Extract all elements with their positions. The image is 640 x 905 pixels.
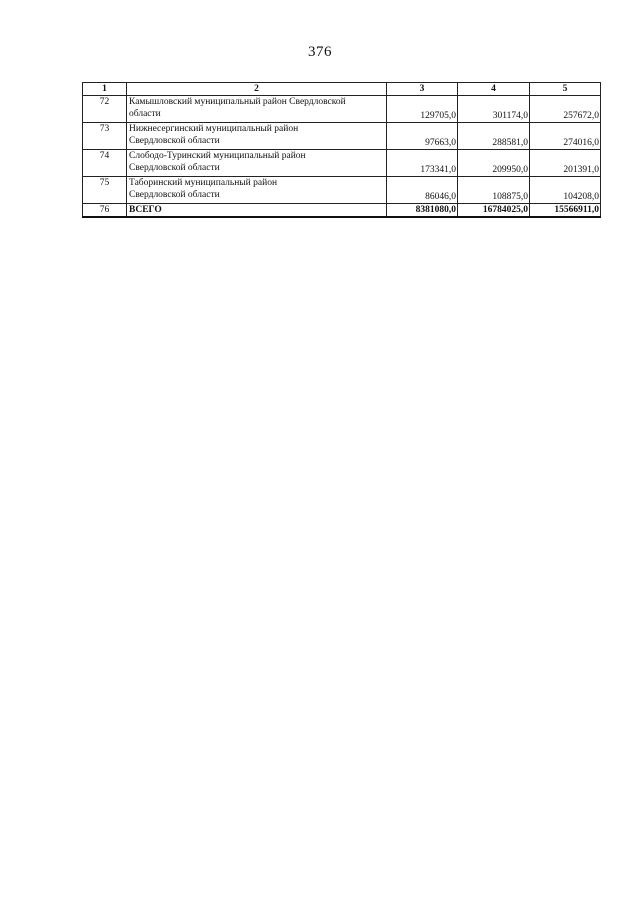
table-row [83, 96, 601, 123]
value-col3: 97663,0 [387, 123, 458, 150]
district-name [127, 177, 387, 204]
district-name [127, 150, 387, 177]
column-header-4: 4 [458, 83, 530, 96]
value-col4: 301174,0 [458, 96, 530, 123]
column-header-5: 5 [530, 83, 601, 96]
value-col5: 104208,0 [530, 177, 601, 204]
total-row [83, 204, 601, 218]
district-name-line1: Таборинский муниципальный район [129, 178, 278, 188]
budget-table [82, 82, 601, 218]
total-col5: 15566911,0 [530, 204, 601, 218]
value-col3: 86046,0 [387, 177, 458, 204]
total-label: ВСЕГО [127, 204, 387, 218]
district-name-line2: Свердловской области [129, 163, 220, 173]
district-name-line1: Нижнесергинский муниципальный район [129, 124, 299, 134]
column-header-2: 2 [127, 83, 387, 96]
total-col3: 8381080,0 [387, 204, 458, 218]
value-col4: 108875,0 [458, 177, 530, 204]
column-header-3: 3 [387, 83, 458, 96]
total-col4: 16784025,0 [458, 204, 530, 218]
table-row [83, 177, 601, 204]
value-col5: 257672,0 [530, 96, 601, 123]
district-name-line1: Слободо-Туринский муниципальный район [129, 151, 306, 161]
value-col4: 288581,0 [458, 123, 530, 150]
district-name [127, 96, 387, 123]
value-col3: 129705,0 [387, 96, 458, 123]
table-row [83, 150, 601, 177]
district-name-line2: Свердловской области [129, 136, 220, 146]
total-row-number: 76 [83, 204, 127, 218]
district-name [127, 123, 387, 150]
row-number: 73 [83, 123, 127, 150]
row-number: 74 [83, 150, 127, 177]
district-name-line2: Свердловской области [129, 190, 220, 200]
row-number: 75 [83, 177, 127, 204]
row-number: 72 [83, 96, 127, 123]
table-row [83, 123, 601, 150]
value-col4: 209950,0 [458, 150, 530, 177]
value-col3: 173341,0 [387, 150, 458, 177]
page-number: 376 [308, 44, 332, 60]
district-name-line2: области [129, 109, 161, 119]
value-col5: 274016,0 [530, 123, 601, 150]
value-col5: 201391,0 [530, 150, 601, 177]
column-header-1: 1 [83, 83, 127, 96]
table-header-row [83, 83, 601, 96]
district-name-line1: Камышловский муниципальный район Свердловской [129, 97, 346, 107]
